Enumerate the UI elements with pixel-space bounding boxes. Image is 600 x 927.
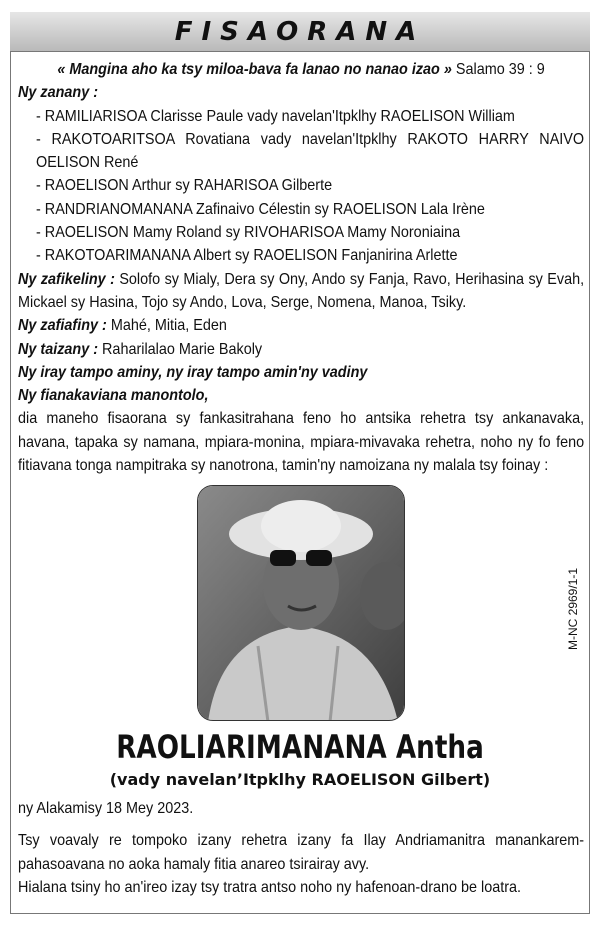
foster-names: Raharilalao Marie Bakoly xyxy=(102,340,263,358)
list-item: - RAOELISON Arthur sy RAHARISOA Gilberte xyxy=(36,177,333,195)
great-grandchildren-heading: Ny zafiafiny : xyxy=(18,317,107,335)
list-item: - RAMILIARISOA Clarisse Paule vady navelan'Itpklhy RAOELISON William xyxy=(36,107,515,125)
grandchildren-line xyxy=(18,268,584,315)
great-grandchildren-line xyxy=(18,314,584,337)
epigraph-ref: Salamo 39 : 9 xyxy=(455,61,545,78)
closing-paragraph: Tsy voavaly re tompoko izany rehetra izany fa Ilay Andriamanitra manankarem-pahasoavana no aoka hamaly fitia anareo tsirairay avy. xyxy=(18,832,585,873)
thanks-paragraph: dia maneho fisaorana sy fankasitrahana feno ho antsika rehetra tsy ankanavaka, havana, tapaka sy namana, mpiara-monina, mpiara-mivavaka rehetra, noho ny fo feno fitiavana tonga nampitraka sy nanotrona, tamin'ny namoizana ny malala tsy foinay : xyxy=(18,410,585,475)
portrait-photo xyxy=(197,485,405,721)
foster-line xyxy=(18,338,584,361)
epigraph xyxy=(18,58,584,81)
deceased-spouse: (vady navelan’Itpklhy RAOELISON Gilbert) xyxy=(109,770,491,789)
death-date: ny Alakamisy 18 Mey 2023. xyxy=(18,800,194,817)
list-item: - RAOELISON Mamy Roland sy RIVOHARISOA Mamy Noroniaina xyxy=(36,224,461,242)
grandchildren-heading: Ny zafikeliny : xyxy=(18,270,115,288)
siblings-line: Ny iray tampo aminy, ny iray tampo amin'ny vadiny xyxy=(18,363,368,381)
foster-heading: Ny taizany : xyxy=(18,340,99,358)
children-heading: Ny zanany : xyxy=(18,84,99,102)
list-item: - RAKOTOARIMANANA Albert sy RAOELISON Fanjanirina Arlette xyxy=(36,247,458,265)
list-item: - RAKOTOARITSOA Rovatiana vady navelan'Itpklhy RAKOTO HARRY NAIVO OELISON René xyxy=(36,130,585,172)
family-line: Ny fianakaviana manontolo, xyxy=(18,387,209,405)
notice-title: FISAORANA xyxy=(174,16,426,47)
great-grandchildren-names: Mahé, Mitia, Eden xyxy=(110,317,227,335)
closing-section xyxy=(18,797,585,899)
notice-body xyxy=(18,58,585,477)
reference-code: M-NC 2969/1-1 xyxy=(566,567,580,650)
grandchildren-names: Solofo sy Mialy, Dera sy Ony, Ando sy Fanja, Ravo, Herihasina sy Evah, Mickael sy Hasina, Tojo sy Ando, Lova, Serge, Nomena, Manoa, Tsiky. xyxy=(18,270,585,311)
deceased-name: RAOLIARIMANANA Antha xyxy=(116,728,484,766)
list-item: - RANDRIANOMANANA Zafinaivo Célestin sy RAOELISON Lala Irène xyxy=(36,200,485,218)
epigraph-quote: « Mangina aho ka tsy miloa-bava fa lanao no nanao izao » xyxy=(57,61,452,78)
apology-paragraph: Hialana tsiny ho an'ireo izay tsy tratra antso noho ny hafenoan-drano be loatra. xyxy=(18,878,522,896)
title-banner xyxy=(10,12,590,52)
